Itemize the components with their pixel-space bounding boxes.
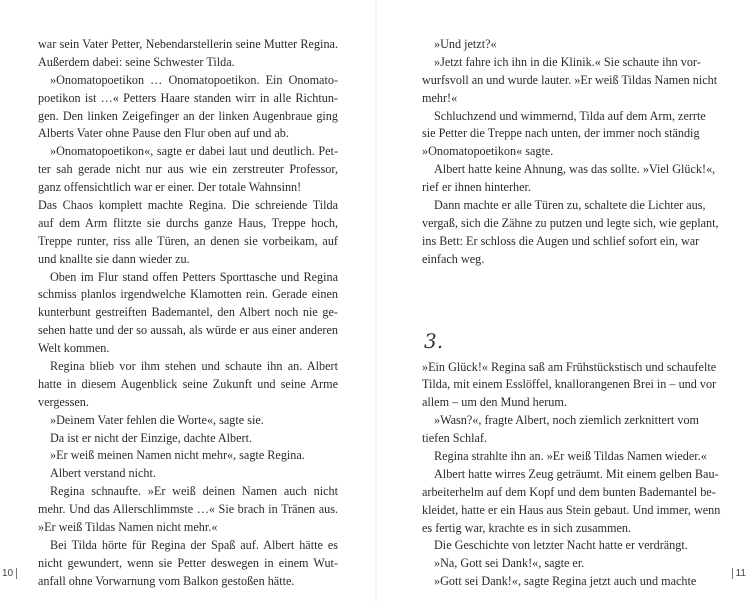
text-line: »Wasn?«, fragte Albert, noch ziemlich zerknittert vom — [434, 413, 700, 428]
right-page-text-bottom — [422, 359, 721, 592]
text-line: »Na, Gott sei Dank!«, sagte er. — [434, 556, 585, 571]
text-line: Bei Tilda hörte für Regina der Spaß auf. Albert hätte es — [50, 537, 338, 552]
chapter-number: 3. — [424, 328, 444, 353]
text-line: Albert hatte wirres Zeug geträumt. Mit einem gelben Bau- — [434, 466, 719, 481]
text-line: mehr!« — [422, 90, 458, 105]
text-line: Regina strahlte ihn an. »Er weiß Tildas Namen wieder.« — [434, 449, 707, 464]
text-line: es fertig war, krachte es in sich zusammen. — [422, 520, 631, 535]
text-line: Regina blieb vor ihm stehen und schaute ihn an. Albert — [50, 359, 338, 374]
text-line: Die Geschichte von letzter Nacht hatte er verdrängt. — [434, 538, 688, 553]
text-line: Treppe runter, riss alle Türen, an denen sie vorbeikam, auf — [38, 233, 338, 248]
chapter-gap — [422, 269, 686, 323]
text-line: und knallte sie dann wieder zu. — [38, 251, 190, 266]
text-line: schmiss planlos irgendwelche Klamotten rein. Gerade einen — [38, 287, 338, 302]
left-page-text — [38, 36, 338, 591]
text-line: »Onomatopoetikon« sagte. — [422, 144, 554, 159]
text-line: nicht gewundert, wenn sie Petter deswegen in einem Wut- — [38, 555, 338, 570]
text-line: Außerdem dabei: seine Schwester Tilda. — [38, 54, 235, 69]
text-line: »Onomatopoetikon … Onomatopoetikon. Ein Onomato- — [50, 72, 338, 87]
text-line: einfach weg. — [422, 251, 485, 266]
text-line: sehen hatte und der so aussah, als würde er aus einer anderen — [38, 323, 338, 338]
text-line: hatte in diesem Augenblick seine Zukunft und seine Arme — [38, 376, 338, 391]
page-number-left: 10 — [2, 568, 17, 579]
text-line: »Deinem Vater fehlen die Worte«, sagte sie. — [50, 412, 264, 427]
text-line: wurfsvoll an und wurde lauter. »Er weiß Tildas Namen nicht — [422, 72, 718, 87]
text-line: »Onomatopoetikon«, sagte er dabei laut und deutlich. Pet- — [50, 144, 338, 159]
text-line: ter sah gerade nicht nur aus wie ein zerstreuter Professor, — [38, 162, 338, 177]
text-line: anfall ohne Vorwarnung vom Balkon gestoßen hätte. — [38, 573, 295, 588]
text-line: »Gott sei Dank!«, sagte Regina jetzt auch und machte — [434, 574, 697, 589]
text-line: »Ein Glück!« Regina saß am Frühstückstisch und schaufelte — [422, 359, 717, 374]
right-page — [376, 0, 752, 601]
text-line: arbeiterhelm auf dem Kopf und dem bunten Bademantel be- — [422, 484, 716, 499]
text-line: vergessen. — [38, 394, 89, 409]
text-line: Regina schnaufte. »Er weiß deinen Namen auch nicht — [50, 484, 338, 499]
text-line: »Und jetzt?« — [434, 37, 497, 51]
text-line: gen. Den linken Zeigefinger an der linken Augenbraue ging — [38, 108, 338, 123]
text-line: Das Chaos komplett machte Regina. Die schreiende Tilda — [38, 198, 338, 213]
text-line: mehr. Und das Allerschlimmste …« Sie brach in Tränen aus. — [38, 502, 338, 517]
text-line: vergaß, sich die Zähne zu putzen und legte sich, wie geplant, — [422, 215, 719, 230]
text-line: auf dem Arm flitzte sie durchs ganze Haus, Treppe hoch, — [38, 215, 338, 230]
right-page-text — [422, 36, 721, 591]
text-line: war sein Vater Petter, Nebendarstellerin seine Mutter Regina. — [38, 37, 338, 51]
page-number-right: 11 — [732, 568, 746, 579]
text-line: rief er ihnen hinterher. — [422, 180, 531, 195]
text-line: kunterbunt gestreiften Bademantel, den Albert noch nie ge- — [38, 305, 338, 320]
text-line: »Jetzt fahre ich ihn in die Klinik.« Sie schaute ihn vor- — [434, 54, 701, 69]
text-line: ganz offensichtlich war er einer. Der totale Wahnsinn! — [38, 180, 302, 195]
text-line: Tilda, mit einem Esslöffel, knallorangenen Brei in – und vor — [422, 377, 717, 392]
text-line: »Er weiß Tildas Namen nicht mehr.« — [38, 520, 218, 535]
text-line: Welt kommen. — [38, 341, 110, 356]
text-line: Albert verstand nicht. — [50, 466, 156, 481]
text-line: ins Bett: Er schloss die Augen und schlief sofort ein, war — [422, 233, 700, 248]
text-line: Da ist er nicht der Einzige, dachte Albert. — [50, 430, 253, 445]
text-line: Dann machte er alle Türen zu, schaltete die Lichter aus, — [434, 198, 706, 213]
text-line: kleidet, hatte er ein Haus aus Stein gebaut. Und immer, wenn — [422, 502, 721, 517]
text-line: Oben im Flur stand offen Petters Sporttasche und Regina — [50, 269, 338, 284]
right-page-text-top — [422, 36, 719, 269]
text-line: tiefen Schlaf. — [422, 431, 487, 446]
text-line: poetikon ist …« Petters Haare standen wirr in alle Richtun- — [38, 90, 338, 105]
text-line: Schluchzend und wimmernd, Tilda auf dem Arm, zerrte — [434, 108, 706, 123]
text-line: Alberts Vater ohne Pause den Flur oben auf und ab. — [38, 126, 289, 141]
text-line: sie Petter die Treppe nach unten, der immer noch ständig — [422, 126, 700, 141]
text-line: allem – um den Mund herum. — [422, 395, 567, 410]
text-line: Albert hatte keine Ahnung, was das sollte. »Viel Glück!«, — [434, 162, 716, 177]
text-line: »Er weiß meinen Namen nicht mehr«, sagte Regina. — [50, 448, 305, 463]
